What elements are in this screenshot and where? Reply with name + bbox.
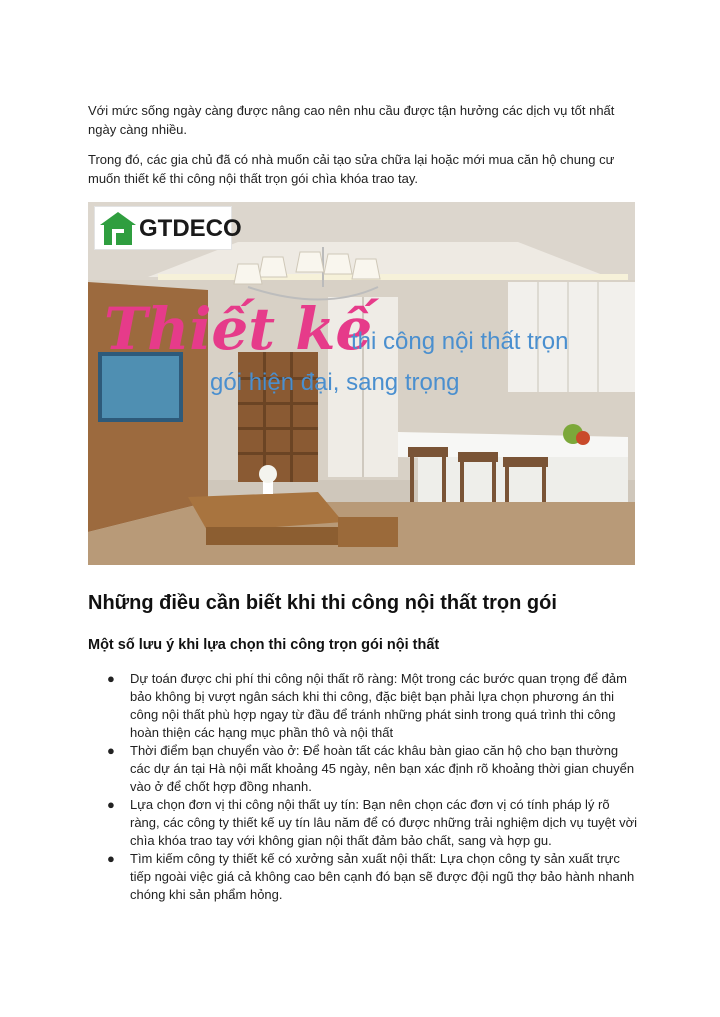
intro-paragraph-2: Trong đó, các gia chủ đã có nhà muốn cải tạo sửa chữa lại hoặc mới mua căn hộ chung cư muốn thiết kế thi công nội thất trọn gói chìa khóa trao tay.: [88, 152, 615, 186]
list-item: [88, 850, 640, 904]
overlay-title-pink: Thiết kế: [104, 295, 373, 363]
list-item: [88, 670, 640, 742]
interior-hero-image: [88, 202, 635, 565]
list-item-text: Tìm kiếm công ty thiết kế có xưởng sản xuất nội thất: Lựa chọn công ty sản xuất trực tiếp ngoài việc giá cả không cao bên cạnh đó bạn sẽ được đội ngũ thợ bảo hành nhanh chóng khi sản phẩm hỏng.: [130, 851, 635, 902]
gtdeco-logo: [94, 206, 242, 250]
house-logo-icon: [98, 209, 138, 247]
tips-list: [88, 670, 640, 904]
intro-paragraph-1: Với mức sống ngày càng được nâng cao nên nhu cầu được tận hưởng các dịch vụ tốt nhất ngày càng nhiều.: [88, 103, 615, 137]
overlay-title-blue-line-1: thi công nội thất trọn: [351, 328, 569, 355]
bullet-icon: ●: [107, 851, 115, 866]
overlay-title-blue-line-2: gói hiện đại, sang trọng: [210, 369, 460, 396]
bullet-icon: ●: [107, 743, 115, 758]
list-item-text: Dự toán được chi phí thi công nội thất rõ ràng: Một trong các bước quan trọng để đảm bảo không bị vượt ngân sách khi thi công, đặc biệt bạn phải lựa chọn phương án thi công nội thất phù hợp ngay từ đầu để tránh những phát sinh trong quá trình thi công hoàn thiện các hạng mục phần thô và nội thất: [130, 671, 627, 740]
bullet-icon: ●: [107, 671, 115, 686]
list-item-text: Thời điểm bạn chuyển vào ở: Để hoàn tất các khâu bàn giao căn hộ cho bạn thường các dự án tại Hà nội mất khoảng 45 ngày, nên bạn xác định rõ khoảng thời gian chuyển vào ở để chốt hợp đồng nhanh.: [130, 743, 635, 794]
section-heading: Những điều cần biết khi thi công nội thất trọn gói: [88, 592, 557, 614]
list-item: [88, 796, 640, 850]
section-subheading: Một số lưu ý khi lựa chọn thi công trọn gói nội thất: [88, 637, 440, 653]
logo-text: GTDECO: [139, 215, 242, 242]
list-item: [88, 742, 640, 796]
list-item-text: Lựa chọn đơn vị thi công nội thất uy tín: Bạn nên chọn các đơn vị có tính pháp lý rõ ràng, các công ty thiết kế uy tín lâu năm để có được những trải nghiệm dịch vụ tuyệt vời chìa khóa trao tay với không gian nội thất đảm bảo chất, sang và hợp gu.: [130, 797, 638, 848]
bullet-icon: ●: [107, 797, 115, 812]
